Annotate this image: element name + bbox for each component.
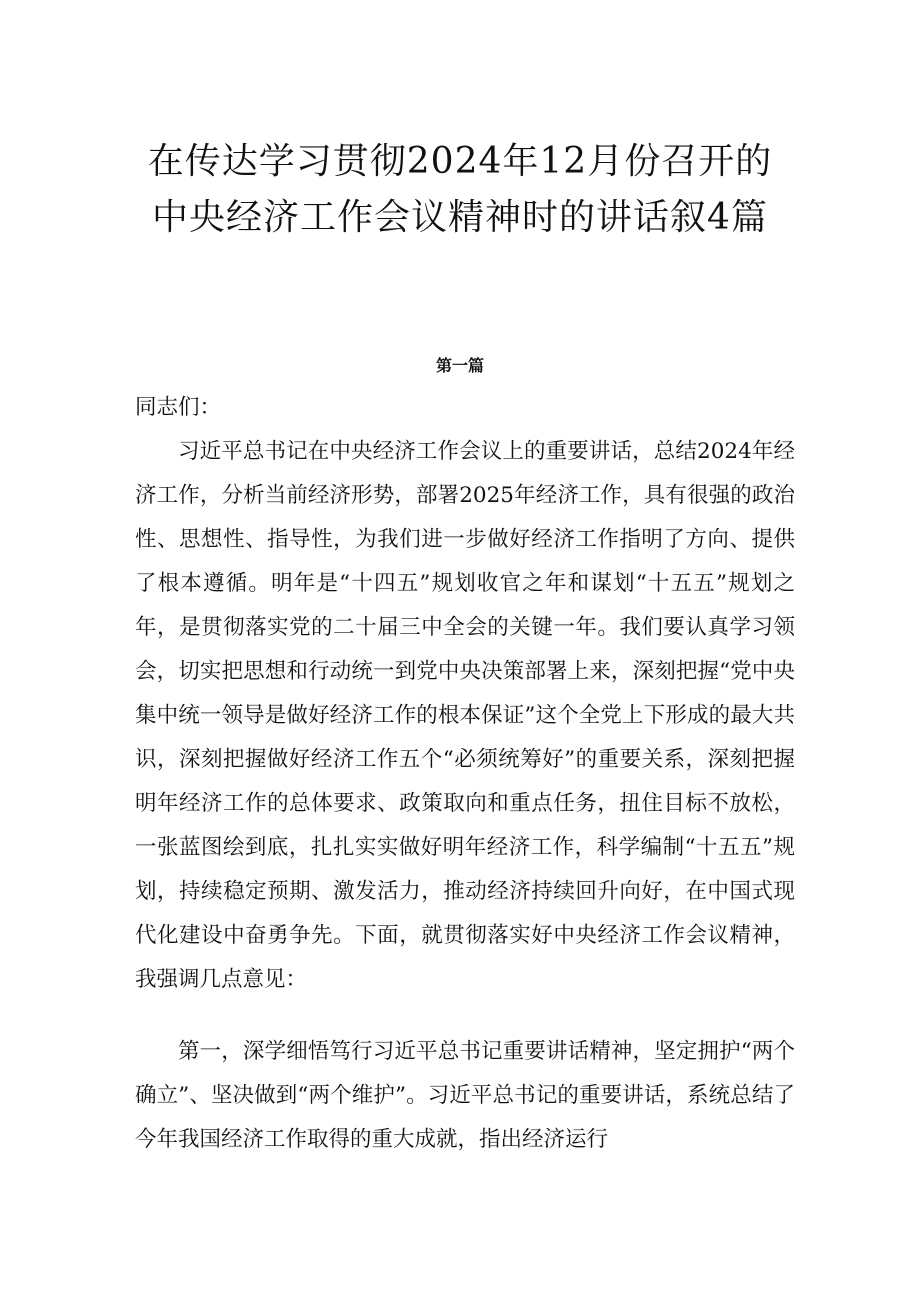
document-title-line-2: 中央经济工作会议精神时的讲话叙4篇 xyxy=(152,197,768,238)
paragraph-1: 习近平总书记在中央经济工作会议上的重要讲话，总结2024年经济工作，分析当前经济形势，部署2025年经济工作，具有很强的政治性、思想性、指导性，为我们进一步做好经济工作指明了方向、提供了根本遵循。明年是“十四五”规划收官之年和谋划“十五五”规划之年，是贯彻落实党的二十届三中全会的关键一年。我们要认真学习领会，切实把思想和行动统一到党中央决策部署上来，深刻把握“党中央集中统一领导是做好经济工作的根本保证”这个全党上下形成的最大共识，深刻把握做好经济工作五个“必须统筹好”的重要关系，深刻把握明年经济工作的总体要求、政策取向和重点任务，扭住目标不放松，一张蓝图绘到底，扎扎实实做好明年经济工作，科学编制“十五五”规划，持续稳定预期、激发活力，推动经济持续回升向好，在中国式现代化建设中奋勇争先。下面，就贯彻落实好中央经济工作会议精神，我强调几点意见： xyxy=(135,439,795,992)
salutation: 同志们： xyxy=(135,395,222,420)
paragraph-2: 第一，深学细悟笃行习近平总书记重要讲话精神，坚定拥护“两个确立”、坚决做到“两个维护”。习近平总书记的重要讲话，系统总结了今年我国经济工作取得的重大成就，指出经济运行 xyxy=(135,1039,795,1152)
document-title-line-1: 在传达学习贯彻2024年12月份召开的 xyxy=(147,141,773,182)
section-heading: 第一篇 xyxy=(435,356,484,375)
